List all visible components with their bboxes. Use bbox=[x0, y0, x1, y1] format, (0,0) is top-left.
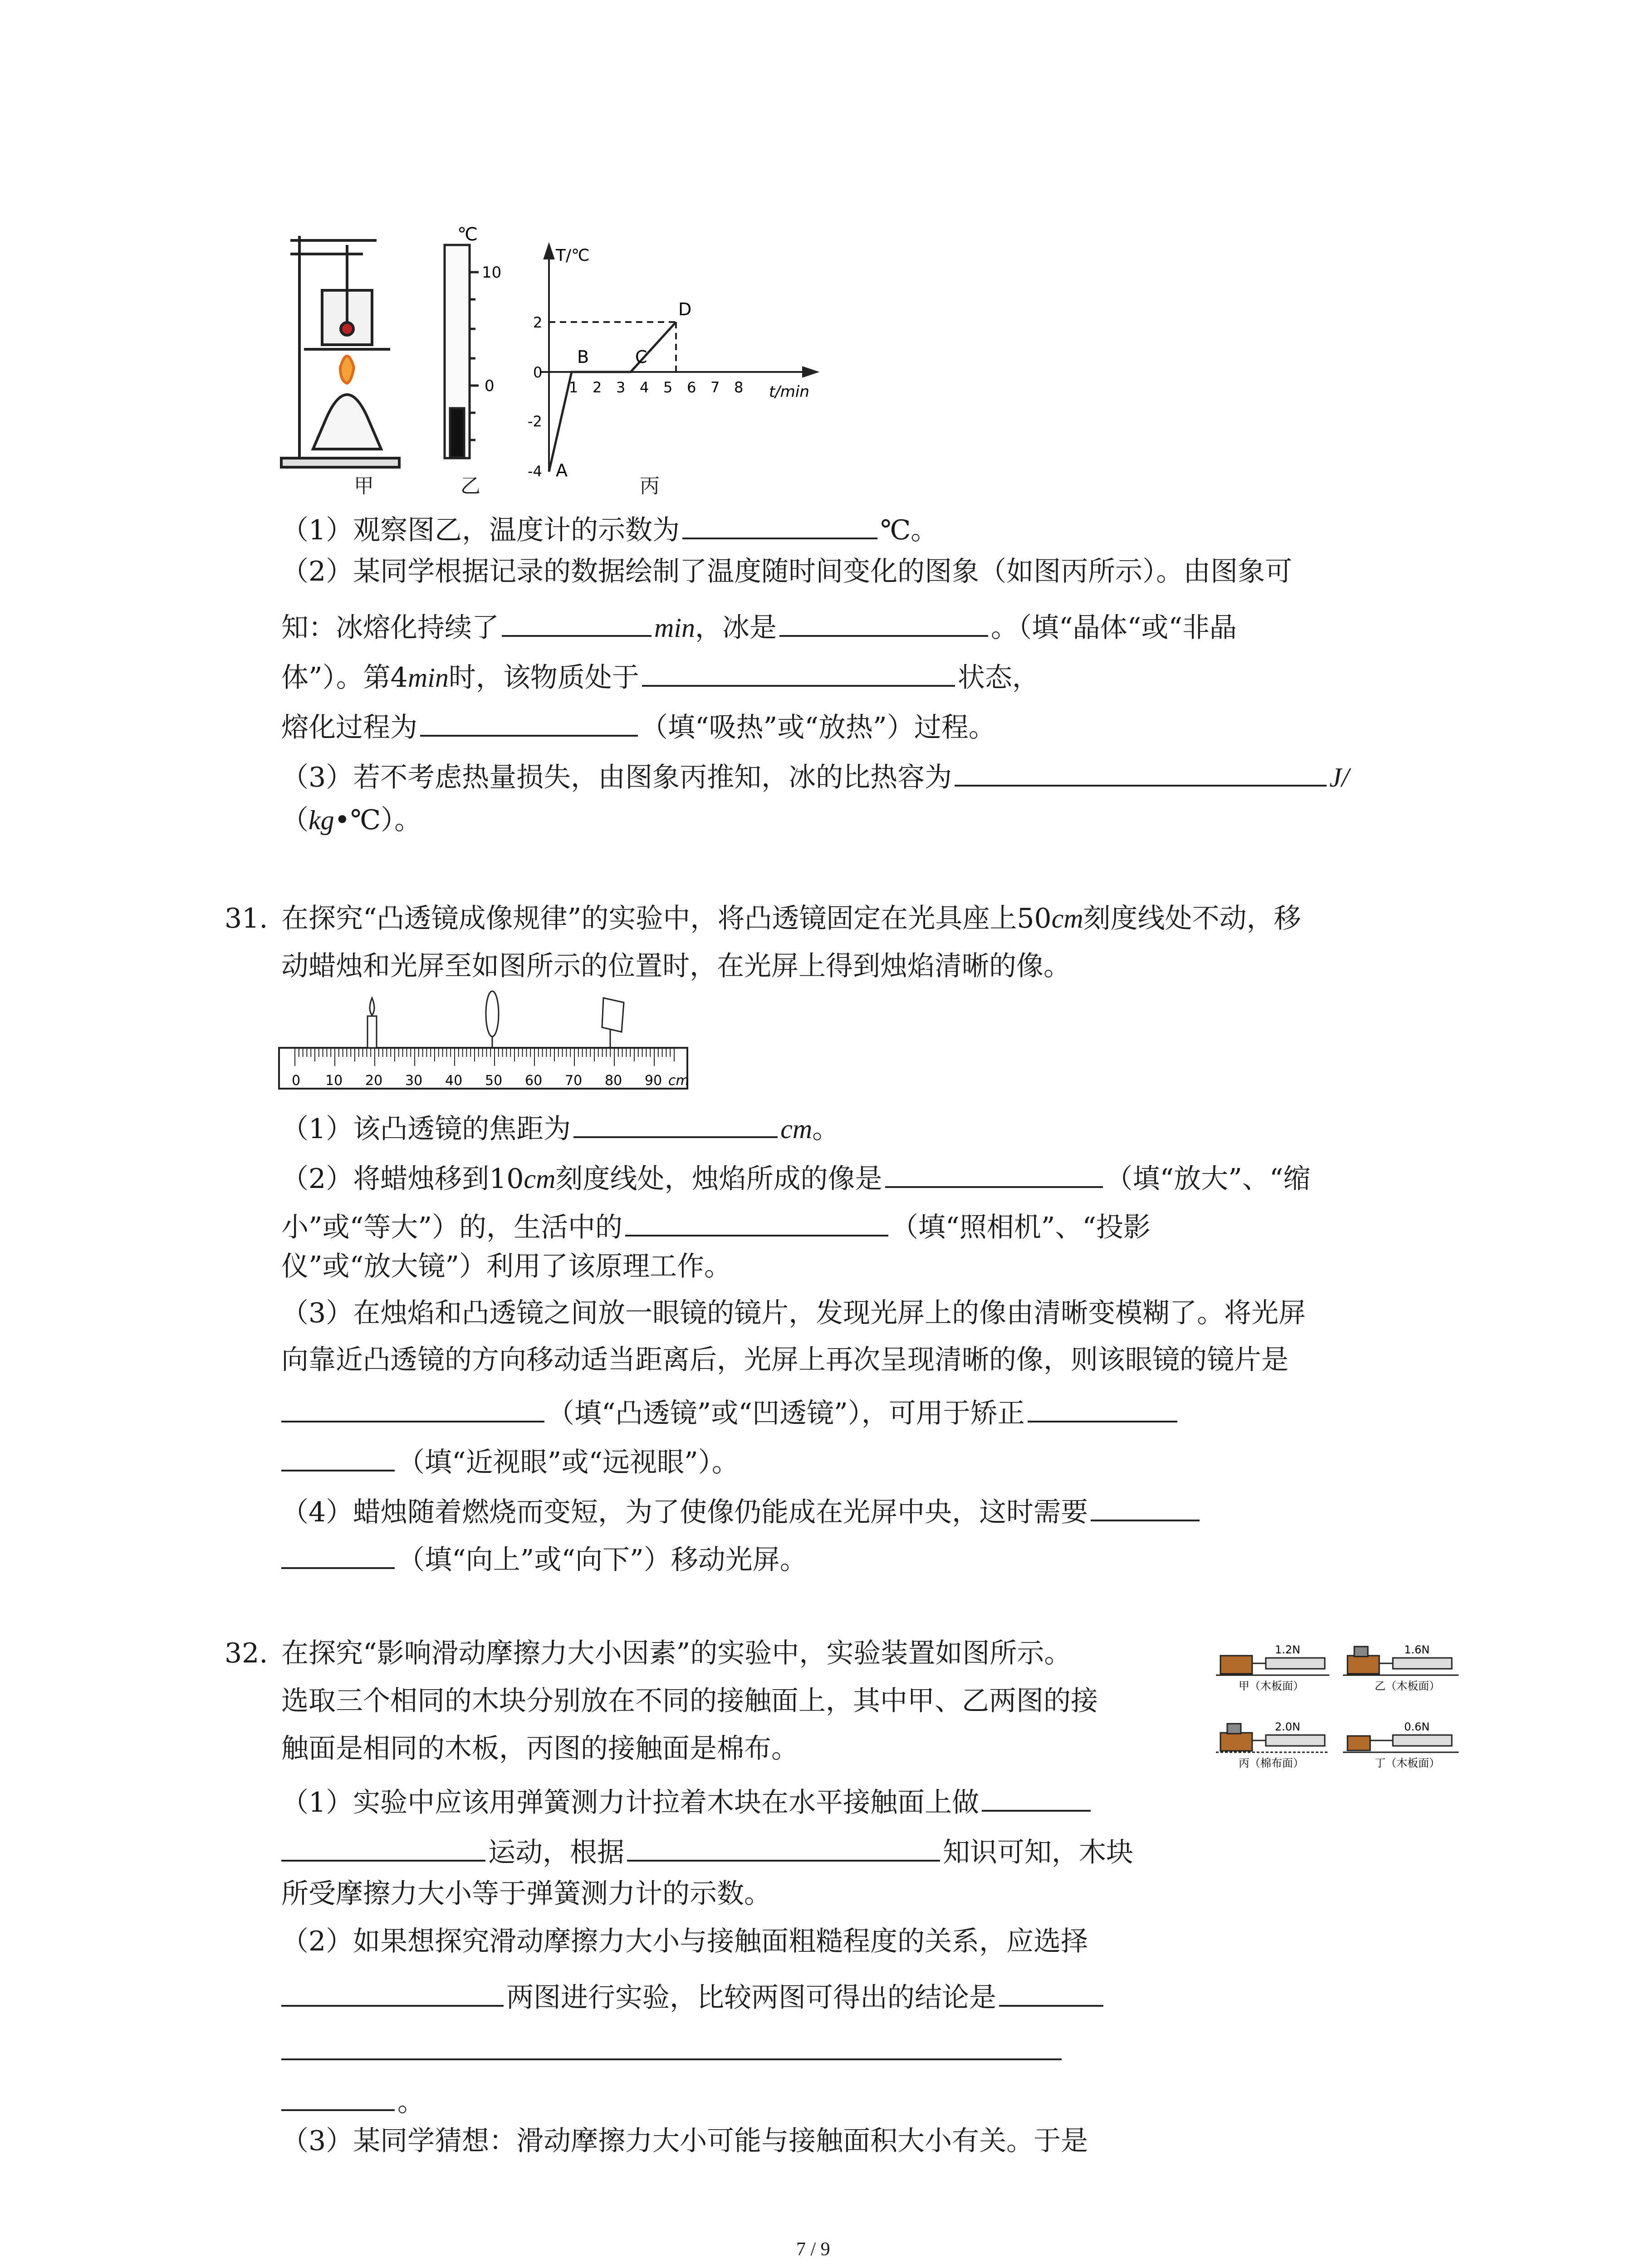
q31-stem-line2: 动蜡烛和光屏至如图所示的位置时，在光屏上得到烛焰清晰的像。 bbox=[281, 950, 1071, 982]
graph-x-tick: 3 bbox=[616, 379, 626, 396]
q32-stem-line3: 触面是相同的木板，丙图的接触面是棉布。 bbox=[281, 1733, 798, 1765]
q32-blank-knowledge[interactable] bbox=[627, 1833, 940, 1862]
q31-blank-direction-b[interactable] bbox=[281, 1540, 395, 1569]
q31-blank-focal[interactable] bbox=[573, 1109, 778, 1138]
ruler-tick-0: 0 bbox=[292, 1073, 301, 1089]
label-bing: 丙（棉布面） bbox=[1239, 1757, 1304, 1769]
q31-part3-line4: （填“近视眼”或“远视眼”）。 bbox=[281, 1442, 739, 1476]
q30-part1: （1）观察图乙，温度计的示数为 ℃。 bbox=[281, 510, 938, 544]
q31-blank-direction-a[interactable] bbox=[1091, 1492, 1200, 1521]
q32-blank-motion-a[interactable] bbox=[982, 1783, 1091, 1812]
force-yi: 1.6N bbox=[1404, 1643, 1430, 1656]
q30-part3-line1: （3）若不考虑热量损失，由图象丙推知，冰的比热容为 J/ bbox=[281, 758, 1349, 791]
q30-blank-specific-heat[interactable] bbox=[955, 758, 1327, 787]
caption-yi: 乙 bbox=[460, 474, 480, 498]
q30-part2-line1: （2）某同学根据记录的数据绘制了温度随时间变化的图象（如图丙所示）。由图象可 bbox=[281, 556, 1293, 587]
q30-blank-crystal[interactable] bbox=[779, 608, 988, 637]
q30-part3-line2: （kg•℃）。 bbox=[281, 804, 422, 836]
ruler-tick-60: 60 bbox=[525, 1073, 543, 1089]
q31-blank-device[interactable] bbox=[625, 1207, 888, 1237]
ruler-tick-80: 80 bbox=[605, 1073, 622, 1089]
q32-part2-line4: 。 bbox=[281, 2082, 425, 2116]
graph-x-tick: 8 bbox=[734, 379, 744, 396]
q31-part3-line2: 向靠近凸透镜的方向移动适当距离后，光屏上再次呈现清晰的像，则该眼镜的镜片是 bbox=[281, 1344, 1288, 1376]
q30-blank-temp[interactable] bbox=[682, 510, 877, 539]
q32-blank-motion-b[interactable] bbox=[281, 1833, 485, 1862]
graph-x-tick: 1 bbox=[569, 379, 578, 396]
graph-y-tick: 2 bbox=[533, 314, 543, 331]
thermometer-unit: ℃ bbox=[457, 224, 478, 245]
graph-y-tick: -2 bbox=[528, 413, 542, 430]
label-jia: 甲（木板面） bbox=[1239, 1680, 1304, 1692]
graph-point-a: A bbox=[556, 460, 568, 480]
graph-point-b: B bbox=[577, 347, 589, 367]
q32-stem-line1: 在探究“影响滑动摩擦力大小因素”的实验中，实验装置如图所示。 bbox=[281, 1637, 1072, 1669]
thermometer-figure bbox=[445, 245, 479, 458]
label-yi: 乙（木板面） bbox=[1375, 1680, 1440, 1692]
q32-part1-line1: （1）实验中应该用弹簧测力计拉着木块在水平接触面上做 bbox=[281, 1783, 1093, 1816]
caption-bing: 丙 bbox=[640, 474, 660, 498]
q32-part3-line1: （3）某同学猜想：滑动摩擦力大小可能与接触面积大小有关。于是 bbox=[281, 2125, 1088, 2157]
graph-x-label: t/min bbox=[769, 383, 809, 401]
q30-blank-duration[interactable] bbox=[502, 608, 652, 637]
graph-y-label: T/℃ bbox=[556, 246, 590, 265]
q30-part2-line2: 知：冰熔化持续了 min，冰是 。（填“晶体“或“非晶 bbox=[281, 608, 1237, 641]
ruler-tick-40: 40 bbox=[445, 1073, 463, 1089]
q32-stem-line2: 选取三个相同的木块分别放在不同的接触面上，其中甲、乙两图的接 bbox=[281, 1685, 1098, 1717]
figure-ice-melting bbox=[272, 218, 862, 499]
q32-blank-conclusion-b[interactable] bbox=[281, 2058, 1062, 2060]
q31-blank-image-size[interactable] bbox=[885, 1159, 1103, 1188]
q32-part1-line2: 运动，根据 知识可知，木块 bbox=[281, 1833, 1133, 1866]
q31-blank-eye-b[interactable] bbox=[281, 1442, 395, 1471]
q31-blank-eye-a[interactable] bbox=[1028, 1393, 1177, 1422]
q31-part2-line2: 小”或“等大”）的，生活中的 （填“照相机”、“投影 bbox=[281, 1207, 1151, 1241]
q31-part3-line3: （填“凸透镜”或“凹透镜”），可用于矫正 bbox=[281, 1393, 1180, 1427]
q31-blank-lens-type[interactable] bbox=[281, 1393, 544, 1422]
graph-point-d: D bbox=[678, 299, 692, 319]
ruler-tick-50: 50 bbox=[485, 1073, 503, 1089]
graph-x-tick: 6 bbox=[687, 379, 696, 396]
q31-stem-line1: 在探究“凸透镜成像规律”的实验中，将凸透镜固定在光具座上50cm刻度线处不动，移 bbox=[281, 903, 1301, 934]
q31-part2-line1: （2）将蜡烛移到10cm刻度线处，烛焰所成的像是 （填“放大”、“缩 bbox=[281, 1159, 1311, 1193]
q31-part2-line3: 仪”或“放大镜”）利用了该原理工作。 bbox=[281, 1251, 732, 1282]
therm-tick-10: 10 bbox=[482, 264, 502, 282]
ruler-unit: cm bbox=[668, 1073, 689, 1089]
q32-number: 32. bbox=[225, 1637, 268, 1669]
q31-part4-line1: （4）蜡烛随着燃烧而变短，为了使像仍能成在光屏中央，这时需要 bbox=[281, 1492, 1202, 1526]
graph-x-tick: 7 bbox=[710, 379, 720, 396]
force-jia: 1.2N bbox=[1275, 1643, 1301, 1656]
apparatus-figure bbox=[281, 236, 399, 467]
therm-tick-0: 0 bbox=[485, 377, 495, 395]
q30-blank-heat[interactable] bbox=[420, 708, 638, 737]
ruler-tick-70: 70 bbox=[565, 1073, 583, 1089]
q32-blank-conclusion-a[interactable] bbox=[999, 1978, 1103, 2007]
force-bing: 2.0N bbox=[1275, 1721, 1301, 1733]
q30-part2-line4: 熔化过程为 （填“吸热”或“放热”）过程。 bbox=[281, 708, 996, 741]
ruler-tick-20: 20 bbox=[365, 1073, 383, 1089]
force-ding: 0.6N bbox=[1404, 1721, 1430, 1733]
optical-bench-figure bbox=[274, 989, 701, 1098]
q32-part1-line3: 所受摩擦力大小等于弹簧测力计的示数。 bbox=[281, 1878, 771, 1910]
ruler-tick-10: 10 bbox=[325, 1073, 343, 1089]
q31-number: 31. bbox=[225, 903, 268, 934]
graph-y-tick: -4 bbox=[528, 463, 542, 480]
graph-x-tick: 4 bbox=[640, 379, 649, 396]
q32-blank-conclusion-c[interactable] bbox=[281, 2082, 395, 2111]
label-ding: 丁（木板面） bbox=[1375, 1757, 1440, 1769]
caption-jia: 甲 bbox=[354, 474, 374, 498]
q30-blank-state[interactable] bbox=[642, 658, 955, 687]
q32-blank-figures[interactable] bbox=[281, 1978, 504, 2007]
graph-x-tick: 2 bbox=[593, 379, 602, 396]
q31-part4-line2: （填“向上”或“向下”）移动光屏。 bbox=[281, 1540, 807, 1574]
graph-x-tick: 5 bbox=[663, 379, 673, 396]
page-number: 7 / 9 bbox=[796, 2239, 830, 2260]
ruler-tick-30: 30 bbox=[405, 1073, 423, 1089]
q31-part3-line1: （3）在烛焰和凸透镜之间放一眼镜的镜片，发现光屏上的像由清晰变模糊了。将光屏 bbox=[281, 1297, 1306, 1329]
friction-figure bbox=[1211, 1635, 1465, 1780]
ruler-tick-90: 90 bbox=[645, 1073, 662, 1089]
q31-part1: （1）该凸透镜的焦距为 cm。 bbox=[281, 1109, 839, 1143]
graph-point-c: C bbox=[635, 347, 647, 367]
q32-part2-line1: （2）如果想探究滑动摩擦力大小与接触面粗糙程度的关系，应选择 bbox=[281, 1926, 1088, 1957]
q32-part2-line2: 两图进行实验，比较两图可得出的结论是 bbox=[281, 1978, 1106, 2011]
q30-part2-line3: 体”）。第4min时，该物质处于 状态， bbox=[281, 658, 1039, 691]
graph-y-tick: 0 bbox=[533, 364, 543, 381]
